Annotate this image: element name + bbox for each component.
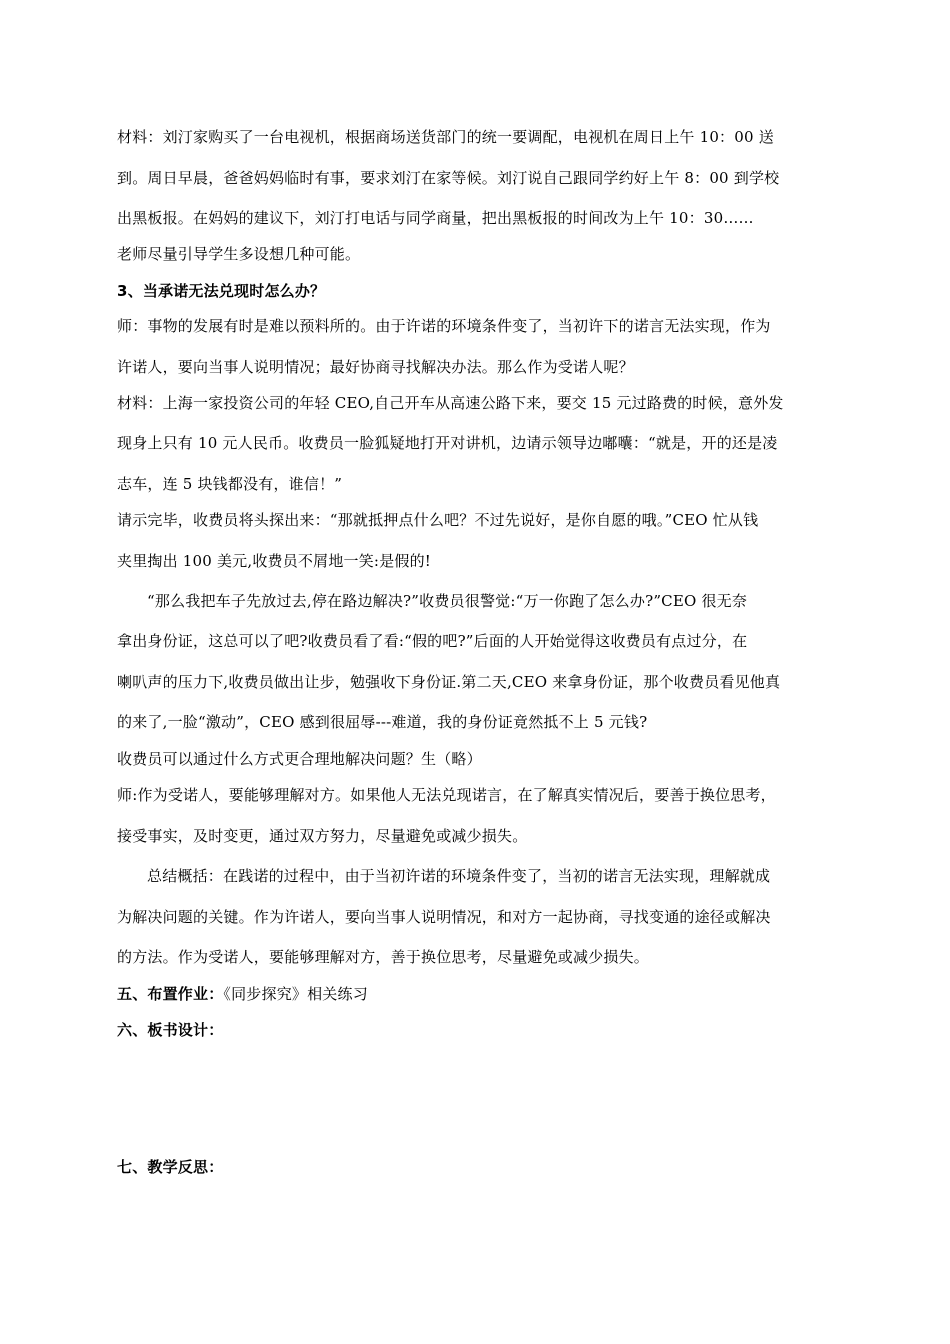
paragraph-line: 的来了,一脸“激动”，CEO 感到很屈辱---难道，我的身份证竟然抵不上 5 元钱?: [117, 713, 648, 731]
paragraph-line: 出黑板报。在妈妈的建议下，刘汀打电话与同学商量，把出黑板报的时间改为上午 10：30……: [117, 209, 754, 227]
paragraph-line: 师:作为受诺人，要能够理解对方。如果他人无法兑现诺言，在了解真实情况后，要善于换位思考，: [117, 786, 776, 804]
paragraph-line: 许诺人，要向当事人说明情况；最好协商寻找解决办法。那么作为受诺人呢？: [117, 358, 634, 376]
section-5-text: 《同步探究》相关练习: [223, 985, 368, 1003]
paragraph-line: 请示完毕，收费员将头探出来：“那就抵押点什么吧？不过先说好，是你自愿的哦。”CEO 忙从钱: [117, 511, 759, 529]
paragraph-line: 材料：刘汀家购买了一台电视机，根据商场送货部门的统一要调配，电视机在周日上午 10：00 送: [117, 128, 774, 146]
paragraph-line: 总结概括：在践诺的过程中，由于当初许诺的环境条件变了，当初的诺言无法实现，理解就成: [147, 867, 771, 885]
paragraph-line: 喇叭声的压力下,收费员做出让步，勉强收下身份证.第二天,CEO 来拿身份证，那个收费员看见他真: [117, 673, 781, 691]
document-page: [117, 0, 847, 1344]
section-6-heading: 六、板书设计：: [117, 1021, 224, 1039]
paragraph-line: 老师尽量引导学生多设想几种可能。: [117, 245, 361, 263]
paragraph-line: 现身上只有 10 元人民币。收费员一脸狐疑地打开对讲机，边请示领导边嘟囔：“就是，开的还是凌: [117, 434, 778, 452]
paragraph-line: 的方法。作为受诺人，要能够理解对方，善于换位思考，尽量避免或减少损失。: [117, 948, 650, 966]
paragraph-line: “那么我把车子先放过去,停在路边解决?”收费员很警觉:“万一你跑了怎么办?”CEO 很无奈: [147, 592, 748, 610]
paragraph-line: 收费员可以通过什么方式更合理地解决问题？生（略）: [117, 750, 482, 768]
section-heading-3: 3、当承诺无法兑现时怎么办？: [117, 282, 326, 300]
paragraph-line: 为解决问题的关键。作为许诺人，要向当事人说明情况，和对方一起协商，寻找变通的途径或解决: [117, 908, 771, 926]
paragraph-line: 到。周日早晨，爸爸妈妈临时有事，要求刘汀在家等候。刘汀说自己跟同学约好上午 8：00 到学校: [117, 169, 780, 187]
paragraph-line: 夹里掏出 100 美元,收费员不屑地一笑:是假的!: [117, 552, 432, 570]
section-7-heading: 七、教学反思：: [117, 1158, 224, 1176]
paragraph-line: 材料：上海一家投资公司的年轻 CEO,自己开车从高速公路下来，要交 15 元过路费的时候，意外发: [117, 394, 784, 412]
paragraph-line: 拿出身份证，这总可以了吧?收费员看了看:“假的吧?”后面的人开始觉得这收费员有点过分，在: [117, 632, 748, 650]
paragraph-line: 接受事实，及时变更，通过双方努力，尽量避免或减少损失。: [117, 827, 528, 845]
section-5-heading: 五、布置作业：: [117, 985, 224, 1003]
section-5: [117, 984, 368, 1004]
paragraph-line: 师：事物的发展有时是难以预料所的。由于许诺的环境条件变了，当初许下的诺言无法实现，作为: [117, 317, 771, 335]
paragraph-line: 志车，连 5 块钱都没有，谁信！”: [117, 475, 343, 493]
